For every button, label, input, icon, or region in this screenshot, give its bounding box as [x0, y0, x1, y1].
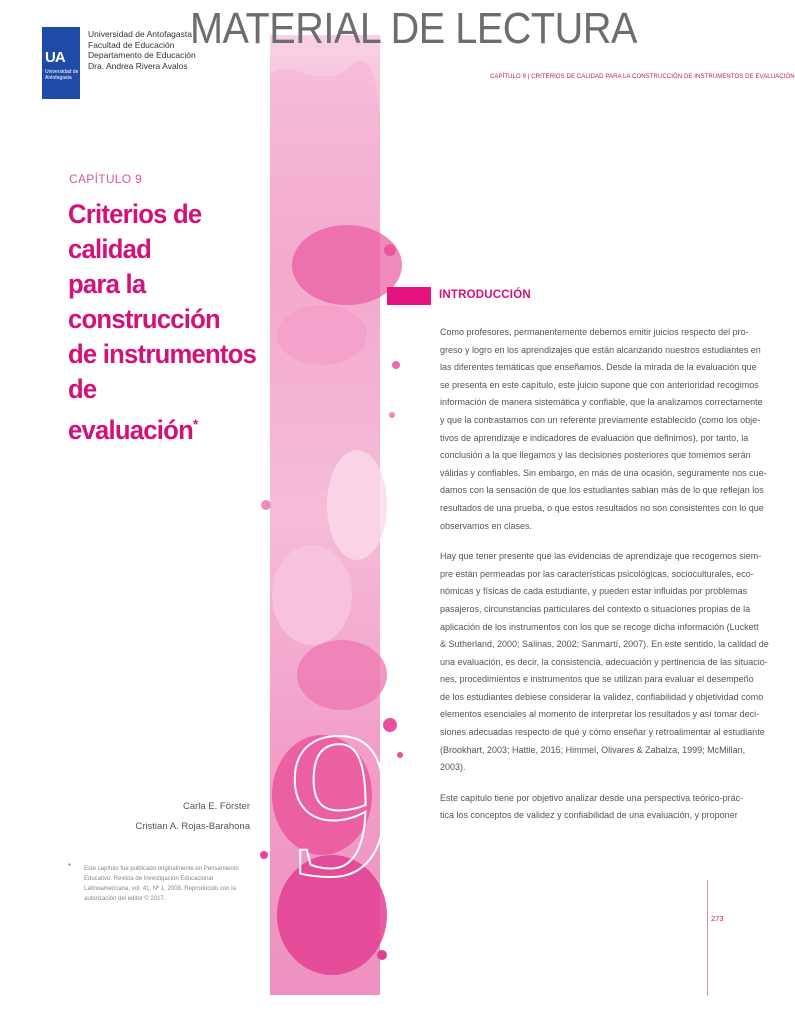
paragraph: [440, 790, 744, 825]
institution-line: Dra. Andrea Rivera Avalos: [88, 60, 188, 71]
text-line: Este capítulo tiene por objetivo analizar desde una perspectiva teórico-prác-: [440, 792, 744, 803]
paragraph: [440, 324, 767, 535]
text-line: tivos de aprendizaje e indicadores de evaluación que definimos), por tanto, la: [440, 432, 749, 443]
chapter-label: CAPÍTULO 9: [69, 172, 143, 186]
running-head: CAPÍTULO 9 | CRITERIOS DE CALIDAD PARA LA CONSTRUCCIÓN DE INSTRUMENTOS DE EVALUACIÓN: [490, 74, 795, 80]
text-line: siones adecuadas respecto de qué y cómo enseñar y retroalimentar al estudiante: [440, 727, 765, 738]
footnote-marker: *: [192, 416, 198, 432]
text-line: pasajeros, circunstancias particulares del contexto o situaciones propias de la: [440, 603, 751, 614]
author-name: Carla E. Förster: [182, 801, 250, 812]
author-list: [135, 797, 250, 837]
section-heading: INTRODUCCIÓN: [439, 289, 531, 301]
page-number: 273: [711, 914, 724, 923]
text-line: nómicas y físicas de cada estudiante, y pueden estar influidas por problemas: [440, 586, 748, 597]
text-line: elementos esenciales al momento de interpretar los resultados y así tomar deci-: [440, 709, 760, 720]
text-line: se presenta en este capítulo, este juicio supone que con anterioridad recogimos: [440, 379, 759, 390]
text-line: nes, procedimientos e instrumentos que se utilizan para evaluar el desempeño: [440, 674, 754, 685]
text-line: & Sutherland, 2000; Salinas, 2002; Sanmartí, 2007). En este sentido, la calidad de: [440, 639, 769, 650]
text-line: pre están permeadas por las características psicológicas, socioculturales, eco-: [440, 568, 754, 579]
chapter-title: [68, 197, 258, 448]
chapter-title-line-text: evaluación: [68, 415, 193, 445]
text-line: información de manera sistemática y confiable, que la analizamos correctamente: [440, 397, 763, 408]
text-line: 2003).: [440, 762, 466, 773]
text-line: conclusión a la que llegamos y las decisiones posteriores que tomemos serán: [440, 450, 751, 461]
text-line: observamos en clases.: [440, 520, 533, 531]
text-line: las diferentes temáticas que enseñamos. Desde la mirada de la evaluación que: [440, 362, 757, 373]
reading-material-stamp: MATERIAL DE LECTURA: [190, 4, 637, 53]
institution-line: Facultad de Educación: [88, 39, 175, 50]
institution-line: Departamento de Educación: [88, 50, 196, 60]
chapter-title-line: Criterios de calidad: [68, 199, 202, 264]
paragraph: [440, 548, 769, 777]
chapter-title-line: para la construcción: [68, 269, 220, 334]
text-line: Como profesores, permanentemente debemos emitir juicios respecto del pro-: [440, 327, 749, 337]
text-line: tica los conceptos de validez y confiabilidad de una evaluación, y proponer: [440, 810, 738, 821]
text-line: aplicación de los instrumentos con los que se recoge dicha información (Luckett: [440, 621, 759, 632]
body-text: [440, 324, 769, 838]
text-line: greso y logro en los aprendizajes que están alcanzando nuestros estudiantes en: [440, 344, 761, 355]
text-line: y que la contrastamos con un referente previamente establecido (como los obje-: [440, 414, 761, 425]
chapter-title-line: [68, 407, 258, 448]
text-line: una evaluación, es decir, la consistencia, adecuación y pertinencia de las situacio-: [440, 656, 768, 667]
chapter-number: 9: [288, 689, 393, 921]
text-line: resultados de una prueba, o que estos resultados no son consistentes con lo que: [440, 502, 764, 513]
institution-block: [88, 29, 196, 71]
logo-subtitle: Universidad de Antofagasta: [45, 69, 79, 81]
page-rule: [707, 880, 708, 996]
text-line: de los estudiantes debiese considerar la validez, confiabilidad y objetividad como: [440, 691, 764, 702]
section-accent-bar: [387, 287, 431, 305]
university-logo: [42, 27, 80, 99]
logo-mark: UA: [45, 49, 65, 66]
text-line: (Brookhart, 2003; Hattie, 2015; Himmel, Olivares & Zabalza, 1999; McMillan,: [440, 744, 746, 755]
chapter-title-line: de instrumentos de: [68, 339, 257, 404]
text-line: damos con la sensación de que los estudiantes sabían más de lo que reflejan los: [440, 485, 764, 496]
text-line: Hay que tener presente que las evidencias de aprendizaje que recogemos siem-: [440, 551, 762, 562]
institution-line: Universidad de Antofagasta: [88, 29, 192, 39]
footnote: Este capítulo fue publicado originalmente en Pensamiento Educativo. Revista de Investigación Educacional Latinoamericana, vol. 41, Nº 1, 2008. Reproducido con la autorización del editor © 2017.: [84, 866, 239, 902]
text-line: válidas y confiables. Sin embargo, en más de una ocasión, seguramente nos cue-: [440, 467, 767, 478]
author-name: Cristian A. Rojas-Barahona: [135, 821, 250, 832]
footnote-mark: *: [68, 862, 72, 871]
